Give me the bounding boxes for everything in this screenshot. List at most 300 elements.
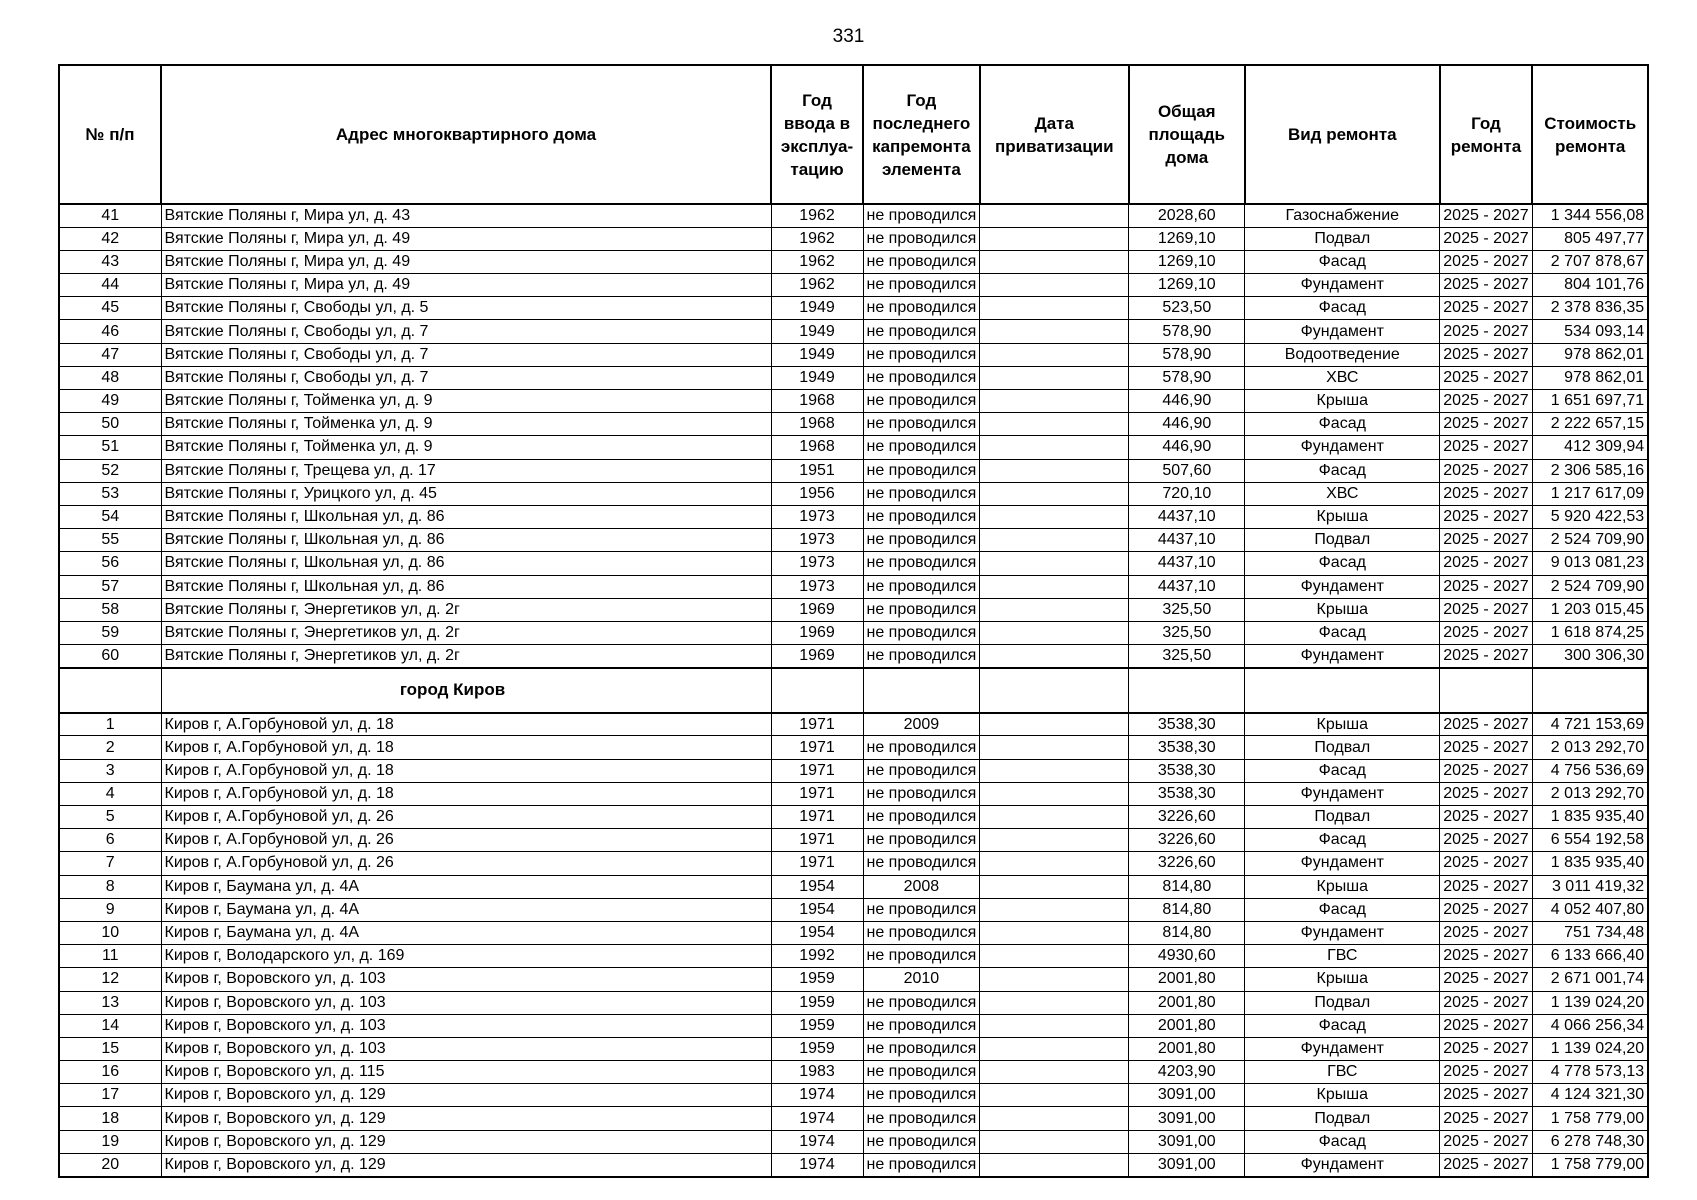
cell-repair-year: 2025 - 2027: [1440, 204, 1532, 227]
cell-address: Вятские Поляны г, Мира ул, д. 49: [161, 250, 771, 273]
cell-year-built: 1954: [771, 875, 863, 898]
section-cell-empty: [1129, 668, 1245, 713]
cell-repair-year: 2025 - 2027: [1440, 320, 1532, 343]
table-body-part2: [59, 713, 1648, 1177]
section-cell-empty: [1245, 668, 1440, 713]
cell-num: 43: [59, 250, 161, 273]
cell-num: 13: [59, 991, 161, 1014]
cell-area: 814,80: [1129, 875, 1245, 898]
section-title: город Киров: [161, 668, 771, 713]
cell-last-repair: не проводился: [863, 297, 980, 320]
table-body-part1: [59, 204, 1648, 668]
cell-last-repair: не проводился: [863, 921, 980, 944]
cell-repair-type: Фундамент: [1245, 921, 1440, 944]
cell-privatization: [980, 413, 1129, 436]
cell-repair-type: Крыша: [1245, 968, 1440, 991]
cell-last-repair: не проводился: [863, 759, 980, 782]
section-row: [59, 668, 1648, 713]
cell-cost: 978 862,01: [1532, 366, 1648, 389]
cell-repair-type: Фасад: [1245, 1014, 1440, 1037]
cell-privatization: [980, 645, 1129, 668]
cell-year-built: 1949: [771, 297, 863, 320]
cell-cost: 978 862,01: [1532, 343, 1648, 366]
cell-area: 3538,30: [1129, 759, 1245, 782]
cell-cost: 804 101,76: [1532, 274, 1648, 297]
cell-num: 57: [59, 575, 161, 598]
table-row: [59, 274, 1648, 297]
cell-repair-type: ХВС: [1245, 482, 1440, 505]
cell-cost: 805 497,77: [1532, 227, 1648, 250]
cell-privatization: [980, 250, 1129, 273]
cell-privatization: [980, 297, 1129, 320]
header-row: [59, 65, 1648, 204]
cell-repair-year: 2025 - 2027: [1440, 782, 1532, 805]
cell-privatization: [980, 1107, 1129, 1130]
cell-repair-type: Крыша: [1245, 875, 1440, 898]
cell-last-repair: не проводился: [863, 320, 980, 343]
cell-area: 4437,10: [1129, 529, 1245, 552]
cell-address: Вятские Поляны г, Свободы ул, д. 7: [161, 366, 771, 389]
cell-area: 2001,80: [1129, 968, 1245, 991]
cell-last-repair: не проводился: [863, 366, 980, 389]
cell-privatization: [980, 991, 1129, 1014]
cell-last-repair: не проводился: [863, 945, 980, 968]
cell-cost: 4 721 153,69: [1532, 713, 1648, 736]
cell-privatization: [980, 736, 1129, 759]
cell-num: 14: [59, 1014, 161, 1037]
section-cell-empty: [980, 668, 1129, 713]
page-number: 331: [832, 26, 865, 47]
cell-privatization: [980, 529, 1129, 552]
cell-address: Киров г, Воровского ул, д. 103: [161, 1037, 771, 1060]
cell-num: 10: [59, 921, 161, 944]
table-row: [59, 1061, 1648, 1084]
cell-privatization: [980, 875, 1129, 898]
cell-area: 446,90: [1129, 436, 1245, 459]
cell-last-repair: не проводился: [863, 436, 980, 459]
cell-repair-year: 2025 - 2027: [1440, 1107, 1532, 1130]
cell-last-repair: не проводился: [863, 736, 980, 759]
cell-repair-type: Фасад: [1245, 297, 1440, 320]
cell-repair-year: 2025 - 2027: [1440, 852, 1532, 875]
cell-address: Киров г, Баумана ул, д. 4А: [161, 875, 771, 898]
cell-privatization: [980, 390, 1129, 413]
cell-privatization: [980, 1153, 1129, 1176]
table-row: [59, 227, 1648, 250]
cell-address: Вятские Поляны г, Школьная ул, д. 86: [161, 529, 771, 552]
cell-repair-type: Водоотведение: [1245, 343, 1440, 366]
cell-year-built: 1974: [771, 1130, 863, 1153]
cell-cost: 1 758 779,00: [1532, 1153, 1648, 1176]
cell-address: Киров г, Баумана ул, д. 4А: [161, 898, 771, 921]
cell-year-built: 1949: [771, 366, 863, 389]
cell-num: 47: [59, 343, 161, 366]
cell-year-built: 1969: [771, 598, 863, 621]
cell-area: 4437,10: [1129, 552, 1245, 575]
cell-year-built: 1971: [771, 713, 863, 736]
cell-last-repair: не проводился: [863, 343, 980, 366]
cell-repair-type: Фундамент: [1245, 1037, 1440, 1060]
cell-year-built: 1974: [771, 1107, 863, 1130]
cell-area: 3091,00: [1129, 1153, 1245, 1176]
cell-privatization: [980, 482, 1129, 505]
cell-num: 50: [59, 413, 161, 436]
cell-repair-year: 2025 - 2027: [1440, 274, 1532, 297]
cell-last-repair: не проводился: [863, 598, 980, 621]
cell-repair-type: ГВС: [1245, 1061, 1440, 1084]
cell-year-built: 1968: [771, 390, 863, 413]
cell-year-built: 1971: [771, 806, 863, 829]
cell-cost: 1 344 556,08: [1532, 204, 1648, 227]
cell-address: Вятские Поляны г, Школьная ул, д. 86: [161, 552, 771, 575]
cell-last-repair: 2008: [863, 875, 980, 898]
cell-repair-year: 2025 - 2027: [1440, 436, 1532, 459]
cell-area: 4930,60: [1129, 945, 1245, 968]
repair-table: [58, 64, 1649, 1178]
cell-year-built: 1992: [771, 945, 863, 968]
cell-area: 3538,30: [1129, 736, 1245, 759]
table-row: [59, 968, 1648, 991]
cell-address: Киров г, А.Горбуновой ул, д. 26: [161, 829, 771, 852]
cell-privatization: [980, 598, 1129, 621]
cell-address: Киров г, Воровского ул, д. 115: [161, 1061, 771, 1084]
cell-privatization: [980, 1084, 1129, 1107]
cell-repair-type: Фасад: [1245, 829, 1440, 852]
cell-cost: 2 222 657,15: [1532, 413, 1648, 436]
cell-area: 446,90: [1129, 390, 1245, 413]
cell-num: 7: [59, 852, 161, 875]
cell-num: 20: [59, 1153, 161, 1176]
cell-last-repair: не проводился: [863, 413, 980, 436]
cell-year-built: 1949: [771, 320, 863, 343]
cell-repair-year: 2025 - 2027: [1440, 343, 1532, 366]
cell-repair-type: Крыша: [1245, 598, 1440, 621]
cell-area: 325,50: [1129, 645, 1245, 668]
cell-num: 6: [59, 829, 161, 852]
cell-area: 3538,30: [1129, 713, 1245, 736]
cell-area: 2001,80: [1129, 1037, 1245, 1060]
cell-repair-type: Крыша: [1245, 713, 1440, 736]
cell-last-repair: не проводился: [863, 1084, 980, 1107]
cell-last-repair: не проводился: [863, 482, 980, 505]
cell-num: 9: [59, 898, 161, 921]
cell-num: 59: [59, 621, 161, 644]
cell-repair-year: 2025 - 2027: [1440, 1130, 1532, 1153]
cell-cost: 1 758 779,00: [1532, 1107, 1648, 1130]
cell-cost: 412 309,94: [1532, 436, 1648, 459]
cell-address: Киров г, Воровского ул, д. 129: [161, 1153, 771, 1176]
cell-area: 578,90: [1129, 343, 1245, 366]
cell-last-repair: не проводился: [863, 505, 980, 528]
table-row: [59, 1014, 1648, 1037]
cell-cost: 2 524 709,90: [1532, 575, 1648, 598]
cell-cost: 4 052 407,80: [1532, 898, 1648, 921]
cell-cost: 5 920 422,53: [1532, 505, 1648, 528]
cell-year-built: 1959: [771, 968, 863, 991]
table-row: [59, 529, 1648, 552]
cell-privatization: [980, 806, 1129, 829]
cell-year-built: 1962: [771, 204, 863, 227]
cell-area: 814,80: [1129, 898, 1245, 921]
table-row: [59, 343, 1648, 366]
cell-cost: 1 139 024,20: [1532, 1037, 1648, 1060]
cell-cost: 534 093,14: [1532, 320, 1648, 343]
cell-repair-type: Фундамент: [1245, 645, 1440, 668]
cell-privatization: [980, 829, 1129, 852]
cell-address: Киров г, Воровского ул, д. 103: [161, 1014, 771, 1037]
cell-address: Вятские Поляны г, Школьная ул, д. 86: [161, 505, 771, 528]
cell-last-repair: не проводился: [863, 575, 980, 598]
cell-privatization: [980, 713, 1129, 736]
cell-area: 578,90: [1129, 366, 1245, 389]
cell-last-repair: не проводился: [863, 250, 980, 273]
cell-last-repair: не проводился: [863, 1037, 980, 1060]
section-cell-empty: [1440, 668, 1532, 713]
cell-last-repair: не проводился: [863, 1014, 980, 1037]
cell-address: Вятские Поляны г, Свободы ул, д. 7: [161, 320, 771, 343]
cell-last-repair: не проводился: [863, 204, 980, 227]
cell-last-repair: не проводился: [863, 829, 980, 852]
cell-last-repair: не проводился: [863, 1153, 980, 1176]
cell-last-repair: не проводился: [863, 1107, 980, 1130]
cell-num: 18: [59, 1107, 161, 1130]
cell-last-repair: не проводился: [863, 459, 980, 482]
cell-address: Вятские Поляны г, Школьная ул, д. 86: [161, 575, 771, 598]
cell-year-built: 1959: [771, 1037, 863, 1060]
cell-address: Киров г, А.Горбуновой ул, д. 18: [161, 782, 771, 805]
cell-cost: 2 671 001,74: [1532, 968, 1648, 991]
cell-num: 44: [59, 274, 161, 297]
cell-repair-type: Фасад: [1245, 621, 1440, 644]
cell-address: Вятские Поляны г, Трещева ул, д. 17: [161, 459, 771, 482]
table-row: [59, 297, 1648, 320]
cell-repair-year: 2025 - 2027: [1440, 413, 1532, 436]
cell-repair-year: 2025 - 2027: [1440, 575, 1532, 598]
cell-last-repair: не проводился: [863, 991, 980, 1014]
cell-address: Киров г, Воровского ул, д. 103: [161, 991, 771, 1014]
table-row: [59, 320, 1648, 343]
cell-repair-year: 2025 - 2027: [1440, 227, 1532, 250]
cell-cost: 1 835 935,40: [1532, 806, 1648, 829]
cell-repair-year: 2025 - 2027: [1440, 921, 1532, 944]
cell-year-built: 1959: [771, 1014, 863, 1037]
cell-repair-year: 2025 - 2027: [1440, 945, 1532, 968]
cell-privatization: [980, 366, 1129, 389]
cell-address: Вятские Поляны г, Энергетиков ул, д. 2г: [161, 598, 771, 621]
cell-year-built: 1956: [771, 482, 863, 505]
cell-area: 523,50: [1129, 297, 1245, 320]
cell-last-repair: не проводился: [863, 782, 980, 805]
table-row: [59, 829, 1648, 852]
cell-repair-year: 2025 - 2027: [1440, 1084, 1532, 1107]
header-year-built: Год ввода в эксплуа-тацию: [771, 65, 863, 204]
cell-year-built: 1954: [771, 921, 863, 944]
table-row: [59, 852, 1648, 875]
cell-privatization: [980, 343, 1129, 366]
cell-repair-year: 2025 - 2027: [1440, 991, 1532, 1014]
cell-num: 3: [59, 759, 161, 782]
cell-cost: 2 013 292,70: [1532, 736, 1648, 759]
cell-last-repair: не проводился: [863, 274, 980, 297]
cell-area: 3226,60: [1129, 806, 1245, 829]
cell-num: 42: [59, 227, 161, 250]
header-cost: Стоимость ремонта: [1532, 65, 1648, 204]
cell-num: 51: [59, 436, 161, 459]
table-row: [59, 552, 1648, 575]
cell-num: 19: [59, 1130, 161, 1153]
table-row: [59, 736, 1648, 759]
cell-repair-type: Фасад: [1245, 759, 1440, 782]
cell-repair-type: Фундамент: [1245, 575, 1440, 598]
cell-repair-year: 2025 - 2027: [1440, 736, 1532, 759]
cell-year-built: 1983: [771, 1061, 863, 1084]
cell-num: 5: [59, 806, 161, 829]
cell-privatization: [980, 759, 1129, 782]
cell-repair-type: Фундамент: [1245, 782, 1440, 805]
cell-area: 3091,00: [1129, 1084, 1245, 1107]
cell-repair-year: 2025 - 2027: [1440, 598, 1532, 621]
cell-address: Киров г, Воровского ул, д. 129: [161, 1130, 771, 1153]
section-cell-empty: [59, 668, 161, 713]
cell-year-built: 1962: [771, 274, 863, 297]
cell-area: 446,90: [1129, 413, 1245, 436]
cell-repair-year: 2025 - 2027: [1440, 968, 1532, 991]
cell-repair-type: Фундамент: [1245, 274, 1440, 297]
cell-area: 2028,60: [1129, 204, 1245, 227]
cell-address: Вятские Поляны г, Энергетиков ул, д. 2г: [161, 645, 771, 668]
cell-cost: 3 011 419,32: [1532, 875, 1648, 898]
cell-num: 15: [59, 1037, 161, 1060]
table-row: [59, 459, 1648, 482]
cell-year-built: 1974: [771, 1084, 863, 1107]
cell-repair-type: Газоснабжение: [1245, 204, 1440, 227]
cell-area: 578,90: [1129, 320, 1245, 343]
cell-cost: 6 278 748,30: [1532, 1130, 1648, 1153]
cell-cost: 1 203 015,45: [1532, 598, 1648, 621]
header-area: Общая площадь дома: [1129, 65, 1245, 204]
cell-repair-year: 2025 - 2027: [1440, 482, 1532, 505]
cell-repair-type: Фасад: [1245, 898, 1440, 921]
cell-address: Вятские Поляны г, Урицкого ул, д. 45: [161, 482, 771, 505]
cell-address: Вятские Поляны г, Тойменка ул, д. 9: [161, 436, 771, 459]
table-row: [59, 921, 1648, 944]
cell-privatization: [980, 968, 1129, 991]
cell-num: 11: [59, 945, 161, 968]
cell-last-repair: не проводился: [863, 552, 980, 575]
cell-area: 507,60: [1129, 459, 1245, 482]
cell-num: 53: [59, 482, 161, 505]
cell-repair-year: 2025 - 2027: [1440, 529, 1532, 552]
cell-address: Киров г, Володарского ул, д. 169: [161, 945, 771, 968]
cell-privatization: [980, 204, 1129, 227]
cell-area: 720,10: [1129, 482, 1245, 505]
cell-cost: 2 013 292,70: [1532, 782, 1648, 805]
cell-repair-year: 2025 - 2027: [1440, 898, 1532, 921]
cell-year-built: 1973: [771, 529, 863, 552]
table-row: [59, 436, 1648, 459]
cell-repair-year: 2025 - 2027: [1440, 1014, 1532, 1037]
cell-year-built: 1959: [771, 991, 863, 1014]
table-row: [59, 898, 1648, 921]
cell-area: 814,80: [1129, 921, 1245, 944]
cell-repair-year: 2025 - 2027: [1440, 875, 1532, 898]
cell-address: Киров г, Воровского ул, д. 103: [161, 968, 771, 991]
cell-area: 325,50: [1129, 621, 1245, 644]
table-row: [59, 945, 1648, 968]
cell-year-built: 1973: [771, 552, 863, 575]
cell-num: 56: [59, 552, 161, 575]
cell-repair-year: 2025 - 2027: [1440, 1153, 1532, 1176]
cell-area: 4437,10: [1129, 505, 1245, 528]
cell-last-repair: не проводился: [863, 621, 980, 644]
table-row: [59, 204, 1648, 227]
cell-privatization: [980, 898, 1129, 921]
cell-last-repair: 2010: [863, 968, 980, 991]
cell-repair-year: 2025 - 2027: [1440, 621, 1532, 644]
cell-repair-type: Подвал: [1245, 227, 1440, 250]
cell-last-repair: не проводился: [863, 898, 980, 921]
cell-repair-type: Фасад: [1245, 1130, 1440, 1153]
cell-year-built: 1971: [771, 782, 863, 805]
cell-address: Киров г, А.Горбуновой ул, д. 18: [161, 736, 771, 759]
cell-repair-type: Фундамент: [1245, 852, 1440, 875]
table-row: [59, 1037, 1648, 1060]
cell-repair-year: 2025 - 2027: [1440, 713, 1532, 736]
cell-privatization: [980, 621, 1129, 644]
cell-num: 16: [59, 1061, 161, 1084]
cell-area: 3226,60: [1129, 852, 1245, 875]
cell-privatization: [980, 945, 1129, 968]
cell-repair-type: Подвал: [1245, 736, 1440, 759]
header-last-repair: Год последнего капремонта элемента: [863, 65, 980, 204]
cell-num: 60: [59, 645, 161, 668]
cell-year-built: 1949: [771, 343, 863, 366]
cell-cost: 1 618 874,25: [1532, 621, 1648, 644]
cell-num: 2: [59, 736, 161, 759]
table-row: [59, 598, 1648, 621]
cell-num: 48: [59, 366, 161, 389]
cell-num: 45: [59, 297, 161, 320]
cell-address: Вятские Поляны г, Тойменка ул, д. 9: [161, 413, 771, 436]
cell-cost: 2 378 836,35: [1532, 297, 1648, 320]
cell-area: 1269,10: [1129, 227, 1245, 250]
cell-repair-type: Фасад: [1245, 413, 1440, 436]
header-repair-year: Год ремонта: [1440, 65, 1532, 204]
cell-repair-year: 2025 - 2027: [1440, 297, 1532, 320]
cell-cost: 4 778 573,13: [1532, 1061, 1648, 1084]
cell-num: 4: [59, 782, 161, 805]
cell-num: 46: [59, 320, 161, 343]
cell-num: 52: [59, 459, 161, 482]
table-row: [59, 413, 1648, 436]
cell-repair-type: Крыша: [1245, 1084, 1440, 1107]
cell-year-built: 1973: [771, 505, 863, 528]
table-row: [59, 621, 1648, 644]
cell-num: 58: [59, 598, 161, 621]
cell-privatization: [980, 320, 1129, 343]
cell-area: 1269,10: [1129, 274, 1245, 297]
cell-privatization: [980, 274, 1129, 297]
cell-year-built: 1968: [771, 413, 863, 436]
header-num: № п/п: [59, 65, 161, 204]
cell-repair-year: 2025 - 2027: [1440, 1037, 1532, 1060]
table-row: [59, 482, 1648, 505]
cell-address: Киров г, А.Горбуновой ул, д. 26: [161, 852, 771, 875]
cell-area: 325,50: [1129, 598, 1245, 621]
cell-repair-year: 2025 - 2027: [1440, 250, 1532, 273]
table-row: [59, 575, 1648, 598]
cell-year-built: 1971: [771, 829, 863, 852]
